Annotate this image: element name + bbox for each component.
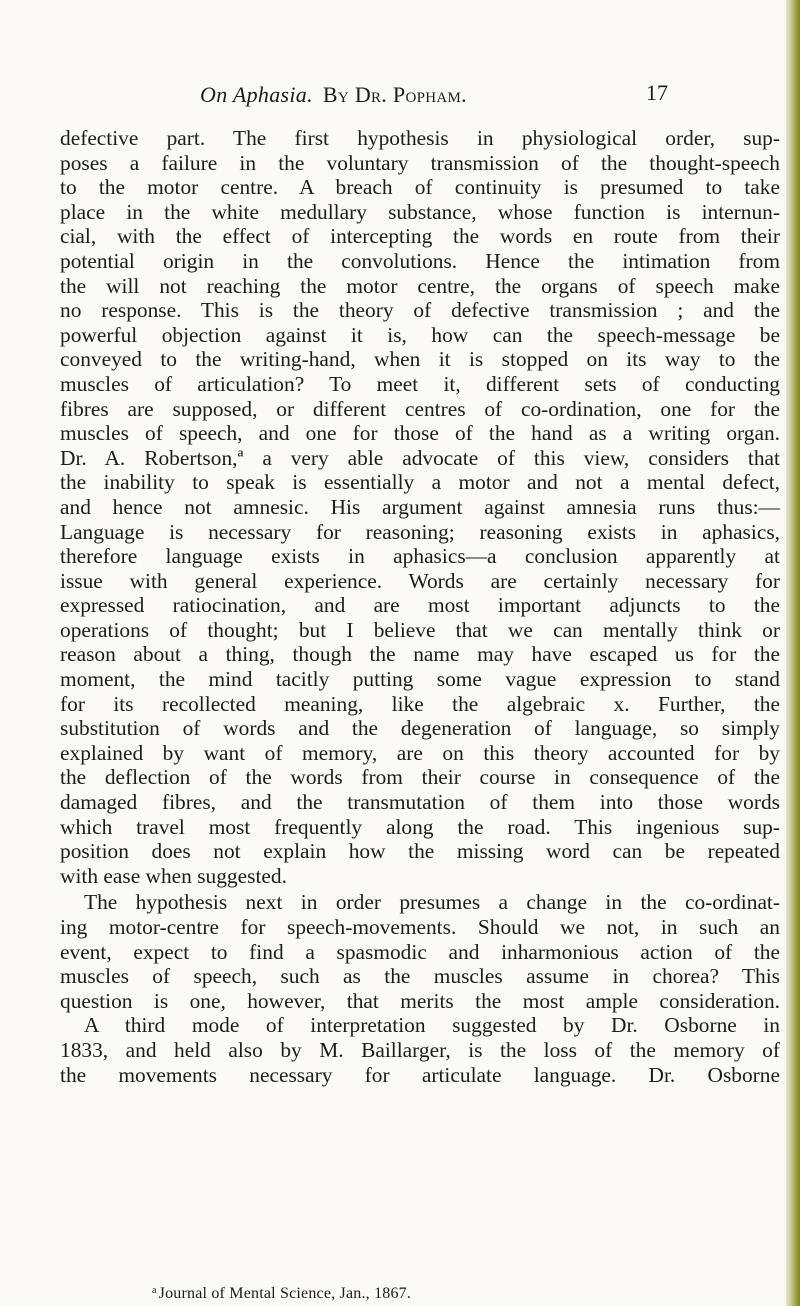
footnote-text: Journal of Mental Science, Jan., 1867. — [158, 1285, 412, 1302]
text-line: damaged fibres, and the transmutation of them into those words — [60, 790, 780, 815]
running-title — [200, 82, 467, 108]
text-line: explained by want of memory, are on this theory accounted for by — [60, 740, 780, 765]
text-line: place in the white medullary substance, whose function is internun- — [60, 199, 780, 224]
text-line: Language is necessary for reasoning; reasoning exists in aphasics, — [60, 519, 780, 544]
text-line: poses a failure in the voluntary transmission of the thought-speech — [60, 150, 780, 175]
text-line: defective part. The first hypothesis in physiological order, sup- — [60, 126, 780, 150]
page-number: 17 — [646, 80, 668, 105]
text-line: to the motor centre. A breach of continuity is presumed to take — [60, 175, 780, 200]
text-line: therefore language exists in aphasics—a conclusion apparently at — [60, 544, 780, 569]
text-line: reason about a thing, though the name may have escaped us for the — [60, 642, 780, 667]
text-line: muscles of articulation? To meet it, different sets of conducting — [60, 371, 780, 396]
text-line: the will not reaching the motor centre, the organs of speech make — [60, 273, 780, 298]
text-line: issue with general experience. Words are certainly necessary for — [60, 568, 780, 593]
text-line: ing motor-centre for speech-movements. Should we not, in such an — [60, 915, 780, 939]
article-author: By Dr. Popham. — [322, 82, 467, 107]
text-line: with ease when suggested. — [60, 863, 287, 888]
text-line: potential origin in the convolutions. Hence the intimation from — [60, 248, 780, 273]
text-line: substitution of words and the degeneration of language, so simply — [60, 716, 780, 741]
text-line: Dr. A. Robertson,ª a very able advocate of this view, considers that — [60, 445, 780, 470]
text-line: muscles of speech, such as the muscles assume in chorea? This — [60, 964, 780, 989]
text-line: position does not explain how the missing word can be repeated — [60, 839, 780, 864]
text-line: the inability to speak is essentially a motor and not a mental defect, — [60, 470, 780, 495]
text-line: which travel most frequently along the road. This ingenious sup- — [60, 814, 780, 839]
footnote — [152, 1285, 411, 1303]
text-line: event, expect to find a spasmodic and inharmonious action of the — [60, 939, 780, 964]
text-line: 1833, and held also by M. Baillarger, is the loss of the memory of — [60, 1037, 780, 1062]
text-line: cial, with the effect of intercepting the words en route from their — [60, 224, 780, 249]
text-line: no response. This is the theory of defective transmission ; and the — [60, 298, 780, 323]
text-line: muscles of speech, and one for those of the hand as a writing organ. — [60, 421, 780, 446]
text-line: powerful objection against it is, how can the speech-message be — [60, 322, 780, 347]
text-line: operations of thought; but I believe that we can mentally think or — [60, 617, 780, 642]
text-line: the deflection of the words from their course in consequence of the — [60, 765, 780, 790]
page-edge — [786, 0, 800, 1306]
text-line: the movements necessary for articulate language. Dr. Osborne — [60, 1062, 780, 1087]
text-line: A third mode of interpretation suggested by Dr. Osborne in — [84, 1013, 780, 1038]
text-line: The hypothesis next in order presumes a change in the co-ordinat- — [84, 890, 780, 915]
text-line: question is one, however, that merits the most ample consideration. — [60, 988, 780, 1013]
article-title: On Aphasia. — [200, 82, 313, 107]
text-line: conveyed to the writing-hand, when it is stopped on its way to the — [60, 347, 780, 372]
text-line: moment, the mind tacitly putting some vague expression to stand — [60, 667, 780, 692]
footnote-marker: a — [152, 1285, 157, 1296]
text-line: for its recollected meaning, like the algebraic x. Further, the — [60, 691, 780, 716]
text-line: expressed ratiocination, and are most important adjuncts to the — [60, 593, 780, 618]
body-text — [60, 126, 780, 1087]
text-line: fibres are supposed, or different centres of co-ordination, one for the — [60, 396, 780, 421]
running-header — [0, 82, 800, 122]
text-line: and hence not amnesic. His argument against amnesia runs thus:— — [60, 494, 780, 519]
